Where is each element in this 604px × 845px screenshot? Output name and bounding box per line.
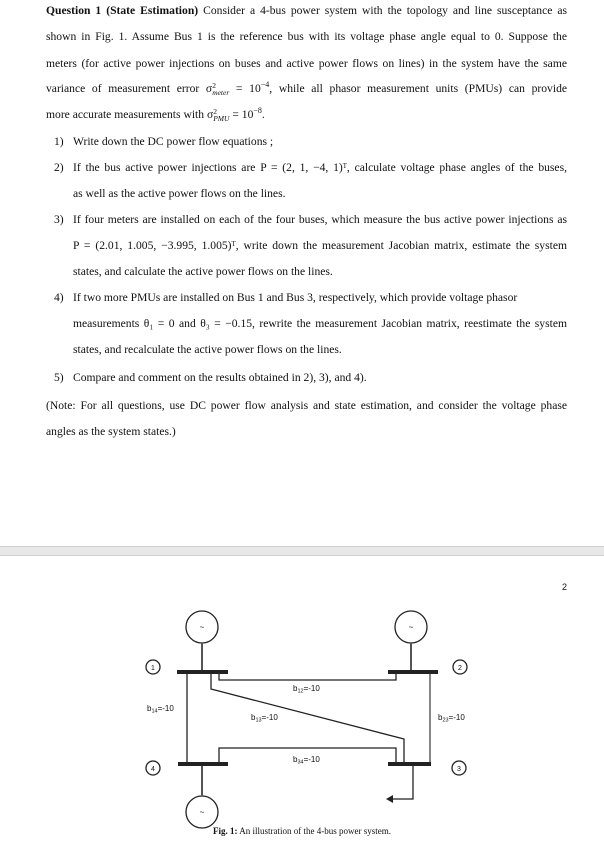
bus-bar-3 bbox=[388, 762, 431, 766]
item-text: If two more PMUs are installed on Bus 1 and Bus 3, respectively, which provide voltage phasor bbox=[73, 291, 518, 304]
line-b12 bbox=[219, 672, 396, 680]
generator-bus-2 bbox=[395, 611, 427, 672]
item-continuation: states, and calculate the active power flows on the lines. bbox=[73, 265, 333, 278]
question-title: Question 1 (State Estimation) bbox=[46, 4, 199, 17]
load-line bbox=[391, 764, 413, 799]
four-bus-diagram bbox=[0, 555, 604, 845]
generator-symbol: ~ bbox=[408, 623, 414, 632]
list-item bbox=[54, 371, 567, 385]
question-line: shown in Fig. 1. Assume Bus 1 is the reference bus with its voltage phase angle equal to 0. Suppose the bbox=[46, 30, 567, 43]
label-b14: b14=-10 bbox=[147, 704, 174, 715]
sub: meter bbox=[212, 88, 230, 98]
item-continuation: states, and recalculate the active power flows on the lines. bbox=[73, 343, 342, 356]
label-b13: b13=-10 bbox=[251, 713, 278, 724]
question-line: meters (for active power injections on buses and active power flows on lines) in the system have the same bbox=[46, 57, 567, 70]
figure-caption bbox=[0, 826, 604, 836]
text: = 10 bbox=[229, 108, 254, 121]
list-item bbox=[54, 291, 533, 305]
math-subsup bbox=[212, 82, 229, 96]
text: more accurate measurements with σ bbox=[46, 108, 214, 121]
list-item bbox=[54, 135, 567, 149]
text: = 10 bbox=[229, 82, 261, 95]
bus-label-4: 4 bbox=[151, 766, 155, 773]
note-line: (Note: For all questions, use DC power flow analysis and state estimation, and consider the voltage phase bbox=[46, 399, 567, 412]
question-line bbox=[46, 108, 567, 122]
bus-bar-1 bbox=[177, 670, 228, 674]
generator-symbol: ~ bbox=[199, 623, 205, 632]
sup: 2 bbox=[212, 81, 216, 91]
bus-bar-4 bbox=[178, 762, 228, 766]
item-number: 1) bbox=[54, 135, 64, 148]
item-text: If the bus active power injections are P = (2, 1, −4, 1)ᵀ, calculate voltage phase angles of the buses, bbox=[73, 161, 567, 174]
generator-bus-1 bbox=[186, 611, 218, 672]
generator-bus-4 bbox=[186, 764, 218, 828]
question-line bbox=[46, 82, 567, 96]
note-line: angles as the system states.) bbox=[46, 425, 176, 438]
load-arrow-icon bbox=[386, 795, 393, 803]
caption-label: Fig. 1: bbox=[213, 826, 238, 836]
item-number: 5) bbox=[54, 371, 64, 384]
sup: 2 bbox=[213, 107, 217, 117]
math-subsup bbox=[213, 108, 229, 122]
text: . bbox=[261, 108, 265, 121]
text: , while all phasor measurement units (PMUs) can provide bbox=[269, 82, 568, 95]
bus-label-3: 3 bbox=[457, 766, 461, 773]
generator-symbol: ~ bbox=[199, 808, 205, 817]
text: variance of measurement error σ bbox=[46, 82, 213, 95]
list-item bbox=[54, 213, 567, 227]
item-text: Compare and comment on the results obtained in 2), 3), and 4). bbox=[73, 371, 367, 384]
exponent: −8 bbox=[253, 106, 262, 116]
item-number: 3) bbox=[54, 213, 64, 226]
exponent: −4 bbox=[260, 80, 270, 90]
item-number: 2) bbox=[54, 161, 64, 174]
item-text: Write down the DC power flow equations ; bbox=[73, 135, 274, 148]
label-b34: b34=-10 bbox=[293, 755, 320, 766]
page-number: 2 bbox=[562, 582, 568, 592]
question-text: Consider a 4-bus power system with the topology and line susceptance as bbox=[203, 4, 567, 17]
sub: PMU bbox=[213, 114, 230, 124]
caption-text: An illustration of the 4-bus power system. bbox=[237, 826, 391, 836]
item-continuation: measurements θ₁ = 0 and θ₃ = −0.15, rewrite the measurement Jacobian matrix, reestimate the system bbox=[73, 317, 567, 330]
list-item bbox=[54, 161, 567, 175]
label-b23: b23=-10 bbox=[438, 713, 465, 724]
question-line bbox=[46, 4, 567, 18]
item-continuation: P = (2.01, 1.005, −3.995, 1.005)ᵀ, write down the measurement Jacobian matrix, estimate the system bbox=[73, 239, 567, 252]
item-text: If four meters are installed on each of the four buses, which measure the bus active power injections as bbox=[73, 213, 567, 226]
label-b12: b12=-10 bbox=[293, 684, 320, 695]
bus-label-1: 1 bbox=[151, 665, 155, 672]
item-number: 4) bbox=[54, 291, 64, 304]
item-continuation: as well as the active power flows on the lines. bbox=[73, 187, 286, 200]
bus-label-2: 2 bbox=[458, 665, 462, 672]
bus-bar-2 bbox=[388, 670, 438, 674]
